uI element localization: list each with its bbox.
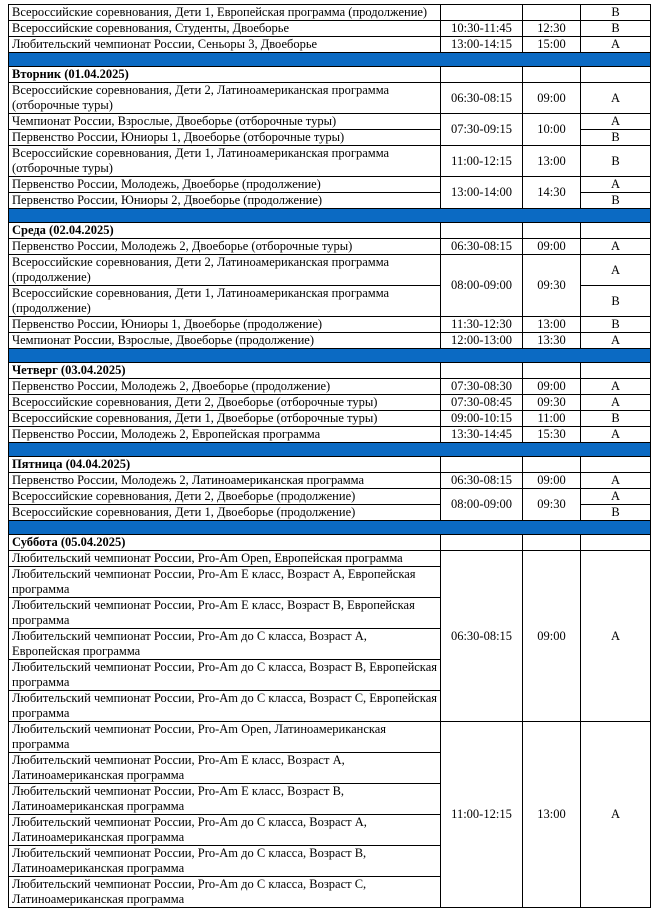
start-time: 09:00 [523, 551, 581, 722]
time-range: 11:30-12:30 [441, 317, 523, 333]
time-range: 07:30-08:45 [441, 395, 523, 411]
event-row [9, 255, 651, 286]
floor-label: В [581, 317, 651, 333]
event-row [9, 5, 651, 21]
event-name: Первенство России, Молодежь 2, Двоеборье (продолжение) [9, 379, 441, 395]
time-range [441, 5, 523, 21]
event-row [9, 489, 651, 505]
time-range: 11:00-12:15 [441, 722, 523, 908]
start-time: 09:00 [523, 239, 581, 255]
event-row [9, 473, 651, 489]
empty-cell [523, 67, 581, 83]
event-name: Первенство России, Молодежь, Двоеборье (продолжение) [9, 177, 441, 193]
start-time: 09:00 [523, 83, 581, 114]
start-time: 10:00 [523, 114, 581, 146]
day-header-row [9, 457, 651, 473]
empty-cell [441, 363, 523, 379]
floor-label: А [581, 473, 651, 489]
event-name: Первенство России, Юниоры 1, Двоеборье (отборочные туры) [9, 130, 441, 146]
event-name: Всероссийские соревнования, Дети 2, Двоеборье (продолжение) [9, 489, 441, 505]
start-time: 13:30 [523, 333, 581, 349]
event-name: Первенство России, Юниоры 2, Двоеборье (продолжение) [9, 193, 441, 209]
event-name: Всероссийские соревнования, Дети 2, Двоеборье (отборочные туры) [9, 395, 441, 411]
event-name: Любительский чемпионат России, Pro-Am до С класса, Возраст А, Латиноамериканская программа [9, 815, 441, 846]
start-time: 13:00 [523, 722, 581, 908]
event-row [9, 411, 651, 427]
floor-label: А [581, 37, 651, 53]
event-name: Первенство России, Молодежь 2, Европейская программа [9, 427, 441, 443]
start-time: 09:00 [523, 379, 581, 395]
floor-label: В [581, 21, 651, 37]
separator-bar [9, 521, 651, 535]
day-header: Вторник (01.04.2025) [9, 67, 441, 83]
event-name: Всероссийские соревнования, Дети 1, Европейская программа (продолжение) [9, 5, 441, 21]
start-time: 12:30 [523, 21, 581, 37]
empty-cell [441, 535, 523, 551]
event-name: Любительский чемпионат России, Pro-Am E класс, Возраст А, Европейская программа [9, 567, 441, 598]
separator-bar [9, 53, 651, 67]
floor-label: А [581, 489, 651, 505]
floor-label: А [581, 379, 651, 395]
event-name: Любительский чемпионат России, Pro-Am до С класса, Возраст В, Латиноамериканская программа [9, 846, 441, 877]
time-range: 10:30-11:45 [441, 21, 523, 37]
event-row [9, 427, 651, 443]
event-row [9, 317, 651, 333]
event-name: Первенство России, Молодежь 2, Латиноамериканская программа [9, 473, 441, 489]
time-range: 07:30-08:30 [441, 379, 523, 395]
floor-label: В [581, 411, 651, 427]
separator-bar [9, 209, 651, 223]
event-row [9, 146, 651, 177]
empty-cell [581, 363, 651, 379]
start-time: 11:00 [523, 411, 581, 427]
event-name: Первенство России, Юниоры 1, Двоеборье (продолжение) [9, 317, 441, 333]
event-name: Любительский чемпионат России, Pro-Am до С класса, Возраст С, Латиноамериканская программа [9, 877, 441, 908]
empty-cell [581, 223, 651, 239]
floor-label: А [581, 255, 651, 286]
day-header: Пятница (04.04.2025) [9, 457, 441, 473]
day-separator [9, 349, 651, 363]
empty-cell [581, 457, 651, 473]
empty-cell [581, 535, 651, 551]
day-header-row [9, 67, 651, 83]
event-name: Любительский чемпионат России, Pro-Am E класс, Возраст А, Латиноамериканская программа [9, 753, 441, 784]
start-time: 14:30 [523, 177, 581, 209]
day-header-row [9, 363, 651, 379]
event-name: Всероссийские соревнования, Студенты, Двоеборье [9, 21, 441, 37]
event-name: Любительский чемпионат России, Pro-Am до С класса, Возраст В, Европейская программа [9, 660, 441, 691]
event-name: Первенство России, Молодежь 2, Двоеборье (отборочные туры) [9, 239, 441, 255]
start-time [523, 5, 581, 21]
floor-label: А [581, 395, 651, 411]
event-row [9, 83, 651, 114]
event-name: Любительский чемпионат России, Pro-Am E класс, Возраст В, Европейская программа [9, 598, 441, 629]
day-separator [9, 209, 651, 223]
day-header: Среда (02.04.2025) [9, 223, 441, 239]
event-name: Любительский чемпионат России, Pro-Am E класс, Возраст В, Латиноамериканская программа [9, 784, 441, 815]
time-range: 06:30-08:15 [441, 239, 523, 255]
start-time: 15:00 [523, 37, 581, 53]
floor-label: А [581, 427, 651, 443]
day-separator [9, 53, 651, 67]
time-range: 12:00-13:00 [441, 333, 523, 349]
event-row [9, 177, 651, 193]
event-name: Чемпионат России, Взрослые, Двоеборье (продолжение) [9, 333, 441, 349]
floor-label: А [581, 83, 651, 114]
day-header-row [9, 223, 651, 239]
floor-label: А [581, 551, 651, 722]
schedule-table [8, 4, 651, 908]
start-time: 09:30 [523, 255, 581, 317]
event-row [9, 395, 651, 411]
day-header-row [9, 535, 651, 551]
floor-label: А [581, 722, 651, 908]
start-time: 09:30 [523, 489, 581, 521]
separator-bar [9, 349, 651, 363]
separator-bar [9, 443, 651, 457]
empty-cell [523, 363, 581, 379]
start-time: 15:30 [523, 427, 581, 443]
event-name: Всероссийские соревнования, Дети 1, Латиноамериканская программа (продолжение) [9, 286, 441, 317]
event-name: Всероссийские соревнования, Дети 2, Латиноамериканская программа (продолжение) [9, 255, 441, 286]
floor-label: А [581, 239, 651, 255]
time-range: 11:00-12:15 [441, 146, 523, 177]
floor-label: А [581, 114, 651, 130]
event-name: Любительский чемпионат России, Pro-Am Open, Латиноамериканская программа [9, 722, 441, 753]
time-range: 06:30-08:15 [441, 473, 523, 489]
event-name: Чемпионат России, Взрослые, Двоеборье (отборочные туры) [9, 114, 441, 130]
schedule-body [9, 5, 651, 908]
floor-label: В [581, 505, 651, 521]
start-time: 09:30 [523, 395, 581, 411]
floor-label: В [581, 146, 651, 177]
event-name: Всероссийские соревнования, Дети 1, Латиноамериканская программа (отборочные туры) [9, 146, 441, 177]
time-range: 08:00-09:00 [441, 255, 523, 317]
event-name: Любительский чемпионат России, Pro-Am до С класса, Возраст С, Европейская программа [9, 691, 441, 722]
empty-cell [523, 223, 581, 239]
time-range: 13:00-14:00 [441, 177, 523, 209]
event-name: Любительский чемпионат России, Pro-Am до С класса, Возраст А, Европейская программа [9, 629, 441, 660]
event-row [9, 37, 651, 53]
empty-cell [441, 223, 523, 239]
day-header: Суббота (05.04.2025) [9, 535, 441, 551]
time-range: 08:00-09:00 [441, 489, 523, 521]
empty-cell [523, 535, 581, 551]
day-header: Четверг (03.04.2025) [9, 363, 441, 379]
time-range: 07:30-09:15 [441, 114, 523, 146]
start-time: 09:00 [523, 473, 581, 489]
event-row [9, 239, 651, 255]
event-row [9, 379, 651, 395]
event-row [9, 114, 651, 130]
time-range: 06:30-08:15 [441, 83, 523, 114]
floor-label: В [581, 130, 651, 146]
event-row [9, 21, 651, 37]
empty-cell [581, 67, 651, 83]
floor-label: В [581, 286, 651, 317]
empty-cell [441, 457, 523, 473]
start-time: 13:00 [523, 146, 581, 177]
event-name: Всероссийские соревнования, Дети 2, Латиноамериканская программа (отборочные туры) [9, 83, 441, 114]
time-range: 13:00-14:15 [441, 37, 523, 53]
empty-cell [441, 67, 523, 83]
floor-label: В [581, 193, 651, 209]
floor-label: А [581, 177, 651, 193]
empty-cell [523, 457, 581, 473]
event-row [9, 333, 651, 349]
day-separator [9, 443, 651, 457]
event-name: Любительский чемпионат России, Сеньоры 3, Двоеборье [9, 37, 441, 53]
floor-label: В [581, 5, 651, 21]
time-range: 13:30-14:45 [441, 427, 523, 443]
event-row [9, 551, 651, 567]
day-separator [9, 521, 651, 535]
event-row [9, 722, 651, 753]
start-time: 13:00 [523, 317, 581, 333]
event-name: Любительский чемпионат России, Pro-Am Open, Европейская программа [9, 551, 441, 567]
event-name: Всероссийские соревнования, Дети 1, Двоеборье (отборочные туры) [9, 411, 441, 427]
time-range: 09:00-10:15 [441, 411, 523, 427]
floor-label: А [581, 333, 651, 349]
event-name: Всероссийские соревнования, Дети 1, Двоеборье (продолжение) [9, 505, 441, 521]
time-range: 06:30-08:15 [441, 551, 523, 722]
